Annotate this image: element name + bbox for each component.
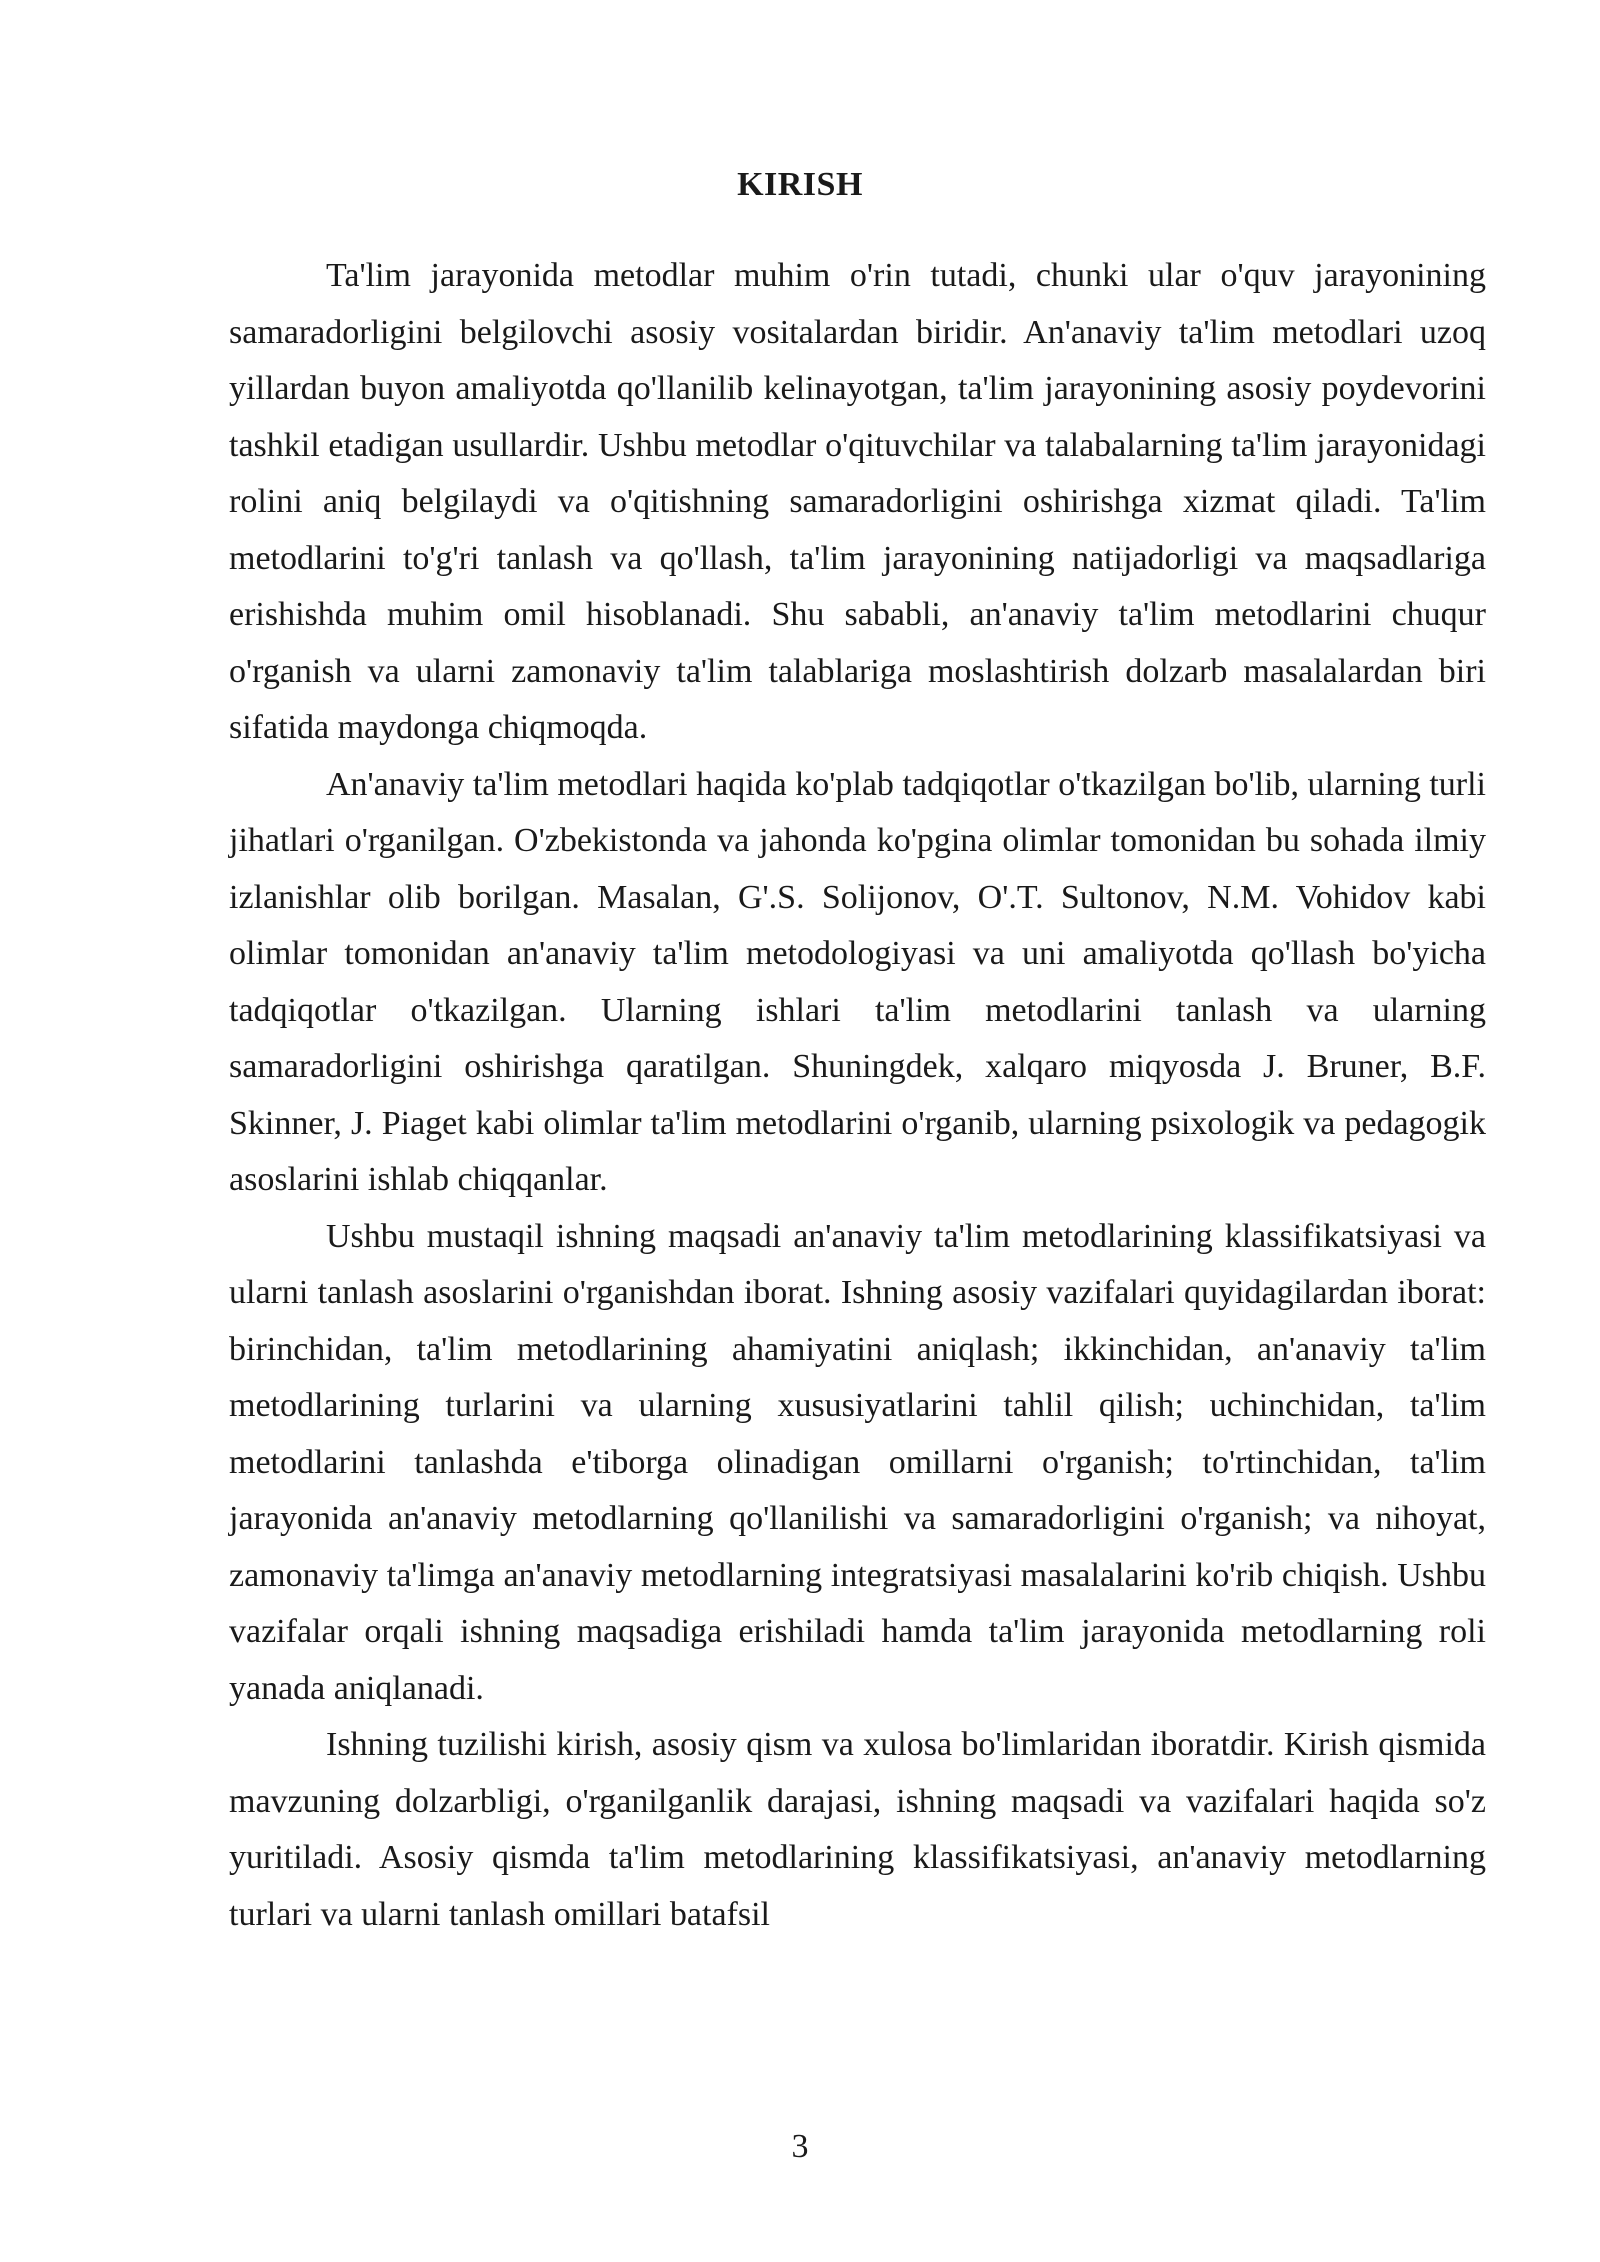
paragraph-1: Ta'lim jarayonida metodlar muhim o'rin tutadi, chunki ular o'quv jarayonining samaradorligini belgilovchi asosiy vositalardan biridir. An'anaviy ta'lim metodlari uzoq yillardan buyon amaliyotda qo'llanilib kelinayotgan, ta'lim jarayonining asosiy poydevorini tashkil etadigan usullardir. Ushbu metodlar o'qituvchilar va talabalarning ta'lim jarayonidagi rolini aniq belgilaydi va o'qitishning samaradorligini oshirishga xizmat qiladi. Ta'lim metodlarini to'g'ri tanlash va qo'llash, ta'lim jarayonining natijadorligi va maqsadlariga erishishda muhim omil hisoblanadi. Shu sababli, an'anaviy ta'lim metodlarini chuqur o'rganish va ularni zamonaviy ta'lim talablariga moslashtirish dolzarb masalalardan biri sifatida maydonga chiqmoqda. xyxy=(229,257,1486,746)
page-number: 3 xyxy=(791,2128,809,2165)
paragraph-3: Ushbu mustaqil ishning maqsadi an'anaviy ta'lim metodlarining klassifikatsiyasi va ularni tanlash asoslarini o'rganishdan iborat. Ishning asosiy vazifalari quyidagilardan iborat: birinchidan, ta'lim metodlarining ahamiyatini aniqlash; ikkinchidan, an'anaviy ta'lim metodlarining turlarini va ularning xususiyatlarini tahlil qilish; uchinchidan, ta'lim metodlarini tanlashda e'tiborga olinadigan omillarni o'rganish; to'rtinchidan, ta'lim jarayonida an'anaviy metodlarning qo'llanilishi va samaradorligini o'rganish; va nihoyat, zamonaviy ta'limga an'anaviy metodlarning integratsiyasi masalalarini ko'rib chiqish. Ushbu vazifalar orqali ishning maqsadiga erishiladi hamda ta'lim jarayonida metodlarning roli yanada aniqlanadi. xyxy=(229,1217,1486,1707)
paragraph-4: Ishning tuzilishi kirish, asosiy qism va xulosa bo'limlaridan iboratdir. Kirish qismida mavzuning dolzarbligi, o'rganilganlik darajasi, ishning maqsadi va vazifalari haqida so'z yuritiladi. Asosiy qismda ta'lim metodlarining klassifikatsiyasi, an'anaviy metodlarning turlari va ularni tanlash omillari batafsil xyxy=(229,1726,1486,1933)
section-heading: KIRISH xyxy=(737,166,863,203)
paragraph-2: An'anaviy ta'lim metodlari haqida ko'plab tadqiqotlar o'tkazilgan bo'lib, ularning turli jihatlari o'rganilgan. O'zbekistonda va jahonda ko'pgina olimlar tomonidan bu sohada ilmiy izlanishlar olib borilgan. Masalan, G'.S. Solijonov, O'.T. Sultonov, N.M. Vohidov kabi olimlar tomonidan an'anaviy ta'lim metodologiyasi va uni amaliyotda qo'llash bo'yicha tadqiqotlar o'tkazilgan. Ularning ishlari ta'lim metodlarini tanlash va ularning samaradorligini oshirishga qaratilgan. Shuningdek, xalqaro miqyosda J. Bruner, B.F. Skinner, J. Piaget kabi olimlar ta'lim metodlarini o'rganib, ularning psixologik va pedagogik asoslarini ishlab chiqqanlar. xyxy=(229,765,1486,1198)
body-text xyxy=(229,248,1486,1943)
